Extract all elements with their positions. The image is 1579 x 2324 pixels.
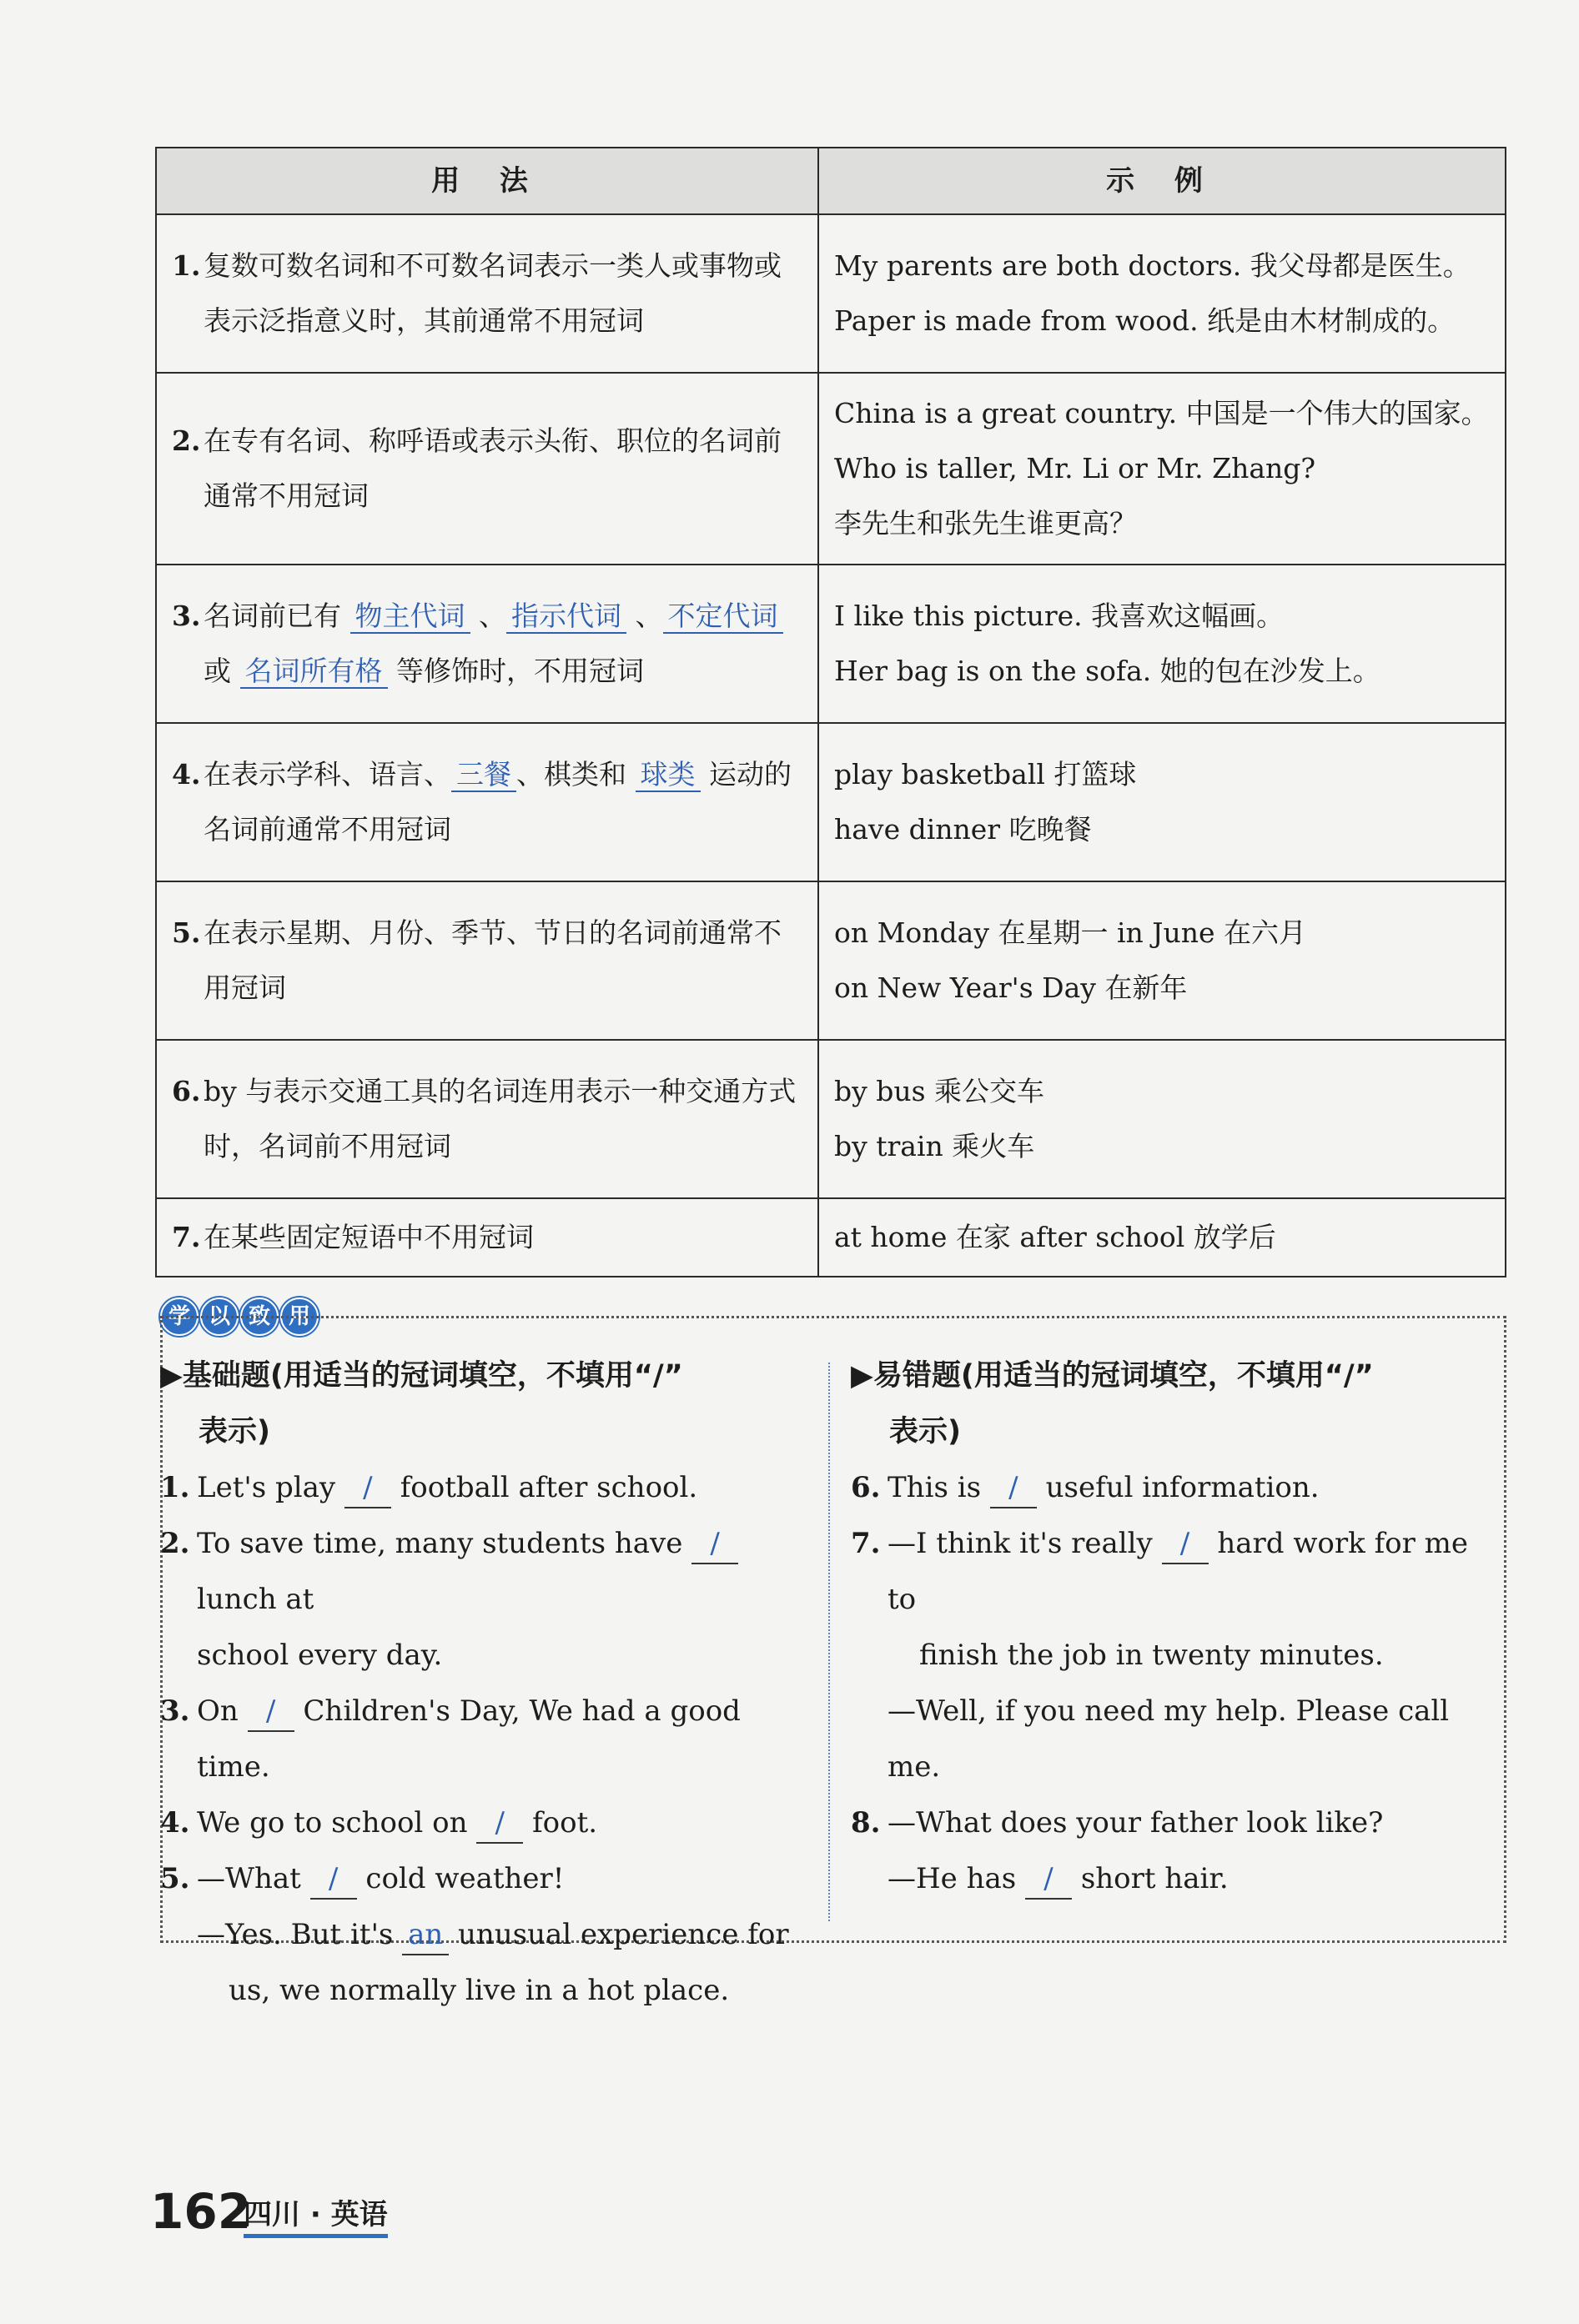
answer-fill: 指示代词 bbox=[506, 600, 626, 634]
question bbox=[160, 1460, 811, 1516]
answer-fill: 三餐 bbox=[451, 758, 516, 792]
badge-char: 致 bbox=[240, 1298, 279, 1336]
example-cell bbox=[818, 1198, 1506, 1277]
rule-number: 7. bbox=[172, 1221, 201, 1253]
table-row bbox=[156, 214, 1506, 373]
rule-number: 3. bbox=[172, 600, 201, 632]
rule-text-segment: 在表示星期、月份、季节、节日的名词前通常不用冠词 bbox=[204, 916, 782, 1004]
example-line: at home 在家 after school 放学后 bbox=[834, 1221, 1276, 1253]
answer-blank: an bbox=[402, 1915, 449, 1955]
dialogue-line bbox=[160, 1907, 811, 1963]
usage-cell bbox=[156, 1040, 818, 1198]
tricky-heading-line2: 表示) bbox=[889, 1415, 961, 1448]
rule-text-segment: 或 bbox=[204, 655, 240, 687]
rule-text-segment: 在表示学科、语言、 bbox=[204, 758, 451, 791]
rule-number: 6. bbox=[172, 1075, 201, 1107]
question-text bbox=[197, 1795, 811, 1851]
answer-fill: 球类 bbox=[636, 758, 701, 792]
badge-char: 以 bbox=[200, 1298, 239, 1336]
example-cell bbox=[818, 723, 1506, 881]
rule-text bbox=[204, 906, 802, 1016]
tricky-heading bbox=[851, 1348, 1501, 1460]
question bbox=[160, 1851, 811, 1907]
question-text bbox=[888, 1460, 1501, 1516]
rule-text-segment: 在专有名词、称呼语或表示头衔、职位的名词前通常不用冠词 bbox=[204, 424, 782, 512]
rule-text-segment: by 与表示交通工具的名词连用表示一种交通方式时，名词前不用冠词 bbox=[204, 1075, 797, 1162]
table-row bbox=[156, 1198, 1506, 1277]
rule-number: 4. bbox=[172, 758, 201, 791]
question-text-segment: foot. bbox=[523, 1806, 598, 1840]
basic-heading bbox=[160, 1348, 811, 1460]
example-line: 李先生和张先生谁更高？ bbox=[834, 507, 1137, 540]
rule-text-segment: 、 bbox=[626, 600, 663, 632]
question-text bbox=[197, 1851, 811, 1907]
answer-fill: 不定代词 bbox=[663, 600, 783, 634]
table-row bbox=[156, 1040, 1506, 1198]
example-line: China is a great country. 中国是一个伟大的国家。 bbox=[834, 397, 1489, 429]
question-number: 1. bbox=[160, 1471, 190, 1504]
table-header-row bbox=[156, 148, 1506, 214]
tricky-items bbox=[851, 1460, 1501, 1907]
badge-char: 学 bbox=[160, 1298, 199, 1336]
usage-cell bbox=[156, 881, 818, 1040]
page-number: 162 bbox=[150, 2183, 252, 2240]
header-usage: 用 法 bbox=[156, 148, 818, 214]
example-cell bbox=[818, 881, 1506, 1040]
usage-cell bbox=[156, 214, 818, 373]
question-text-segment: lunch at bbox=[197, 1583, 314, 1616]
question bbox=[851, 1795, 1501, 1851]
rule-text bbox=[204, 1210, 802, 1265]
answer-fill: 物主代词 bbox=[350, 600, 470, 634]
header-example: 示 例 bbox=[818, 148, 1506, 214]
tricky-exercises bbox=[851, 1348, 1501, 1907]
question-text bbox=[197, 1460, 811, 1516]
usage-cell bbox=[156, 565, 818, 723]
basic-heading-line2: 表示) bbox=[199, 1415, 270, 1448]
answer-blank: / bbox=[248, 1692, 294, 1732]
question-text-segment: This is bbox=[888, 1471, 990, 1504]
question bbox=[160, 1684, 811, 1795]
example-cell bbox=[818, 214, 1506, 373]
question-text-segment: Let's play bbox=[197, 1471, 344, 1504]
tricky-heading-line1: ▶易错题(用适当的冠词填空，不填用“/” bbox=[851, 1359, 1374, 1393]
rule-text-segment: 、 bbox=[470, 600, 506, 632]
question-text-segment: On bbox=[197, 1694, 248, 1728]
question-number: 5. bbox=[160, 1862, 190, 1895]
answer-blank: / bbox=[344, 1468, 391, 1508]
question-text-segment: short hair. bbox=[1072, 1862, 1229, 1895]
column-divider bbox=[828, 1363, 830, 1921]
rule-text-segment: 在某些固定短语中不用冠词 bbox=[204, 1221, 534, 1253]
usage-rule bbox=[172, 589, 802, 699]
question-text-segment: —What bbox=[197, 1862, 310, 1895]
example-line: Her bag is on the sofa. 她的包在沙发上。 bbox=[834, 655, 1380, 687]
rule-text bbox=[204, 238, 802, 349]
example-line: play basketball 打篮球 bbox=[834, 758, 1137, 791]
example-line: have dinner 吃晚餐 bbox=[834, 813, 1092, 846]
table-row bbox=[156, 723, 1506, 881]
usage-cell bbox=[156, 723, 818, 881]
question-number: 7. bbox=[851, 1527, 881, 1560]
question bbox=[851, 1460, 1501, 1516]
usage-rule bbox=[172, 1064, 802, 1174]
usage-rule bbox=[172, 414, 802, 524]
example-cell bbox=[818, 1040, 1506, 1198]
question bbox=[160, 1516, 811, 1628]
rule-text-segment: 运动的名词前通常不用冠词 bbox=[204, 758, 792, 846]
rule-text-segment: 等修饰时，不用冠词 bbox=[387, 655, 644, 687]
table-row bbox=[156, 881, 1506, 1040]
rule-text bbox=[204, 1064, 802, 1174]
question-text bbox=[888, 1795, 1501, 1851]
question-number: 4. bbox=[160, 1806, 190, 1840]
question bbox=[851, 1516, 1501, 1628]
footer-label: 四川 · 英语 bbox=[244, 2191, 388, 2238]
question-continuation: school every day. bbox=[197, 1639, 443, 1672]
example-line: on New Year's Day 在新年 bbox=[834, 971, 1188, 1004]
article-usage-table bbox=[155, 147, 1506, 1277]
rule-number: 2. bbox=[172, 424, 201, 457]
dialogue-line: —Well, if you need my help. Please call me. bbox=[888, 1694, 1450, 1784]
basic-items bbox=[160, 1460, 811, 2019]
answer-blank: / bbox=[990, 1468, 1037, 1508]
question-text-segment: cold weather! bbox=[356, 1862, 565, 1895]
question-text bbox=[197, 1516, 811, 1628]
example-line: My parents are both doctors. 我父母都是医生。 bbox=[834, 249, 1471, 282]
question-text-segment: unusual experience for bbox=[449, 1918, 789, 1951]
answer-blank: / bbox=[476, 1804, 523, 1844]
rule-text bbox=[204, 414, 802, 524]
question-text-segment: —Yes. But it's bbox=[197, 1918, 403, 1951]
usage-rule bbox=[172, 906, 802, 1016]
question-text-segment: To save time, many students have bbox=[197, 1527, 692, 1560]
table-row bbox=[156, 373, 1506, 565]
question-number: 6. bbox=[851, 1471, 881, 1504]
example-line: by train 乘火车 bbox=[834, 1130, 1035, 1162]
rule-text-segment: 、棋类和 bbox=[516, 758, 636, 791]
question-text-segment: —What does your father look like? bbox=[888, 1806, 1384, 1840]
usage-cell bbox=[156, 373, 818, 565]
answer-blank: / bbox=[310, 1860, 357, 1900]
question-continuation: finish the job in twenty minutes. bbox=[919, 1639, 1384, 1672]
example-line: on Monday 在星期一 in June 在六月 bbox=[834, 916, 1306, 949]
question-text-segment: —I think it's really bbox=[888, 1527, 1162, 1560]
rule-number: 5. bbox=[172, 916, 201, 949]
answer-blank: / bbox=[1025, 1860, 1072, 1900]
example-line: Who is taller, Mr. Li or Mr. Zhang? bbox=[834, 452, 1316, 484]
example-line: by bus 乘公交车 bbox=[834, 1075, 1045, 1107]
usage-cell bbox=[156, 1198, 818, 1277]
question-number: 3. bbox=[160, 1694, 190, 1728]
question-continuation: us, we normally live in a hot place. bbox=[229, 1974, 730, 2007]
answer-blank: / bbox=[691, 1524, 738, 1564]
rule-text-segment: 名词前已有 bbox=[204, 600, 350, 632]
rule-text bbox=[204, 747, 802, 857]
question-text-segment: Children's Day, We had a good time. bbox=[197, 1694, 741, 1784]
usage-rule bbox=[172, 747, 802, 857]
basic-heading-line1: ▶基础题(用适当的冠词填空，不填用“/” bbox=[160, 1359, 683, 1393]
question bbox=[160, 1795, 811, 1851]
question-text bbox=[888, 1516, 1501, 1628]
dialogue-line bbox=[851, 1851, 1501, 1907]
question-number: 2. bbox=[160, 1527, 190, 1560]
question-text-segment: football after school. bbox=[390, 1471, 698, 1504]
basic-exercises bbox=[160, 1348, 811, 2019]
usage-rule bbox=[172, 238, 802, 349]
rule-number: 1. bbox=[172, 249, 201, 282]
answer-fill: 名词所有格 bbox=[240, 655, 388, 689]
example-line: I like this picture. 我喜欢这幅画。 bbox=[834, 600, 1285, 632]
example-line: Paper is made from wood. 纸是由木材制成的。 bbox=[834, 304, 1456, 337]
question-text bbox=[197, 1684, 811, 1795]
table-body bbox=[156, 214, 1506, 1277]
example-cell bbox=[818, 565, 1506, 723]
usage-rule bbox=[172, 1210, 802, 1265]
question-text-segment: —He has bbox=[888, 1862, 1026, 1895]
question-text-segment: useful information. bbox=[1036, 1471, 1320, 1504]
question-text-segment: We go to school on bbox=[197, 1806, 477, 1840]
rule-text bbox=[204, 589, 802, 699]
rule-text-segment: 复数可数名词和不可数名词表示一类人或事物或表示泛指意义时，其前通常不用冠词 bbox=[204, 249, 782, 337]
question-number: 8. bbox=[851, 1806, 881, 1840]
example-cell bbox=[818, 373, 1506, 565]
table-row bbox=[156, 565, 1506, 723]
answer-blank: / bbox=[1162, 1524, 1209, 1564]
question-text-segment: hard work for me to bbox=[888, 1527, 1469, 1616]
badge-char: 用 bbox=[280, 1298, 319, 1336]
